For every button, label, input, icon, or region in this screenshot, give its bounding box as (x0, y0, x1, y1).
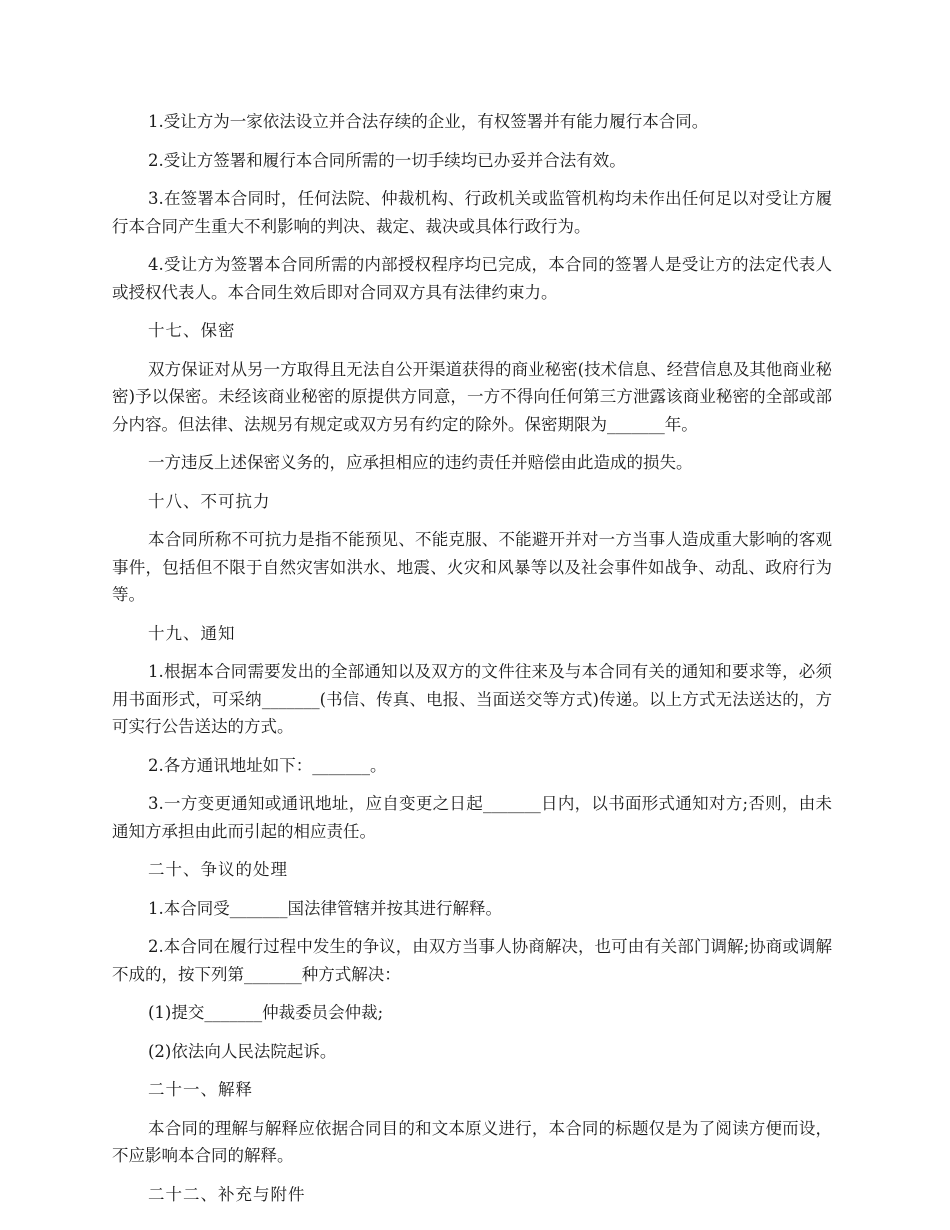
section-heading: 十七、保密 (148, 321, 236, 340)
section-heading: 二十一、解释 (148, 1080, 253, 1099)
clause-paragraph: (2)依法向人民法院起诉。 (148, 1041, 337, 1061)
section-heading: 十九、通知 (148, 623, 236, 643)
clause-paragraph: (1)提交_______仲裁委员会仲裁; (148, 1003, 384, 1022)
section-heading: 二十二、补充与附件 (148, 1184, 306, 1204)
clause-paragraph: 1.根据本合同需要发出的全部通知以及双方的文件往来及与本合同有关的通知和要求等，必须用书面形式，可采纳_______(书信、传真、电报、当面送交等方式)传递。以上方式无法送达的，方可实行公告送达的方式。 (112, 662, 832, 736)
clause-paragraph: 2.各方通讯地址如下：_______。 (148, 755, 387, 775)
clause-paragraph: 本合同所称不可抗力是指不能预见、不能克服、不能避开并对一方当事人造成重大影响的客观事件，包括但不限于自然灾害如洪水、地震、火灾和风暴等以及社会事件如战争、动乱、政府行为等。 (112, 530, 832, 604)
section-heading: 二十、争议的处理 (148, 860, 288, 879)
clause-paragraph: 2.本合同在履行过程中发生的争议，由双方当事人协商解决，也可由有关部门调解;协商或调解不成的，按下列第_______种方式解决： (112, 937, 832, 984)
clause-paragraph: 一方违反上述保密义务的，应承担相应的违约责任并赔偿由此造成的损失。 (148, 453, 693, 472)
clause-paragraph: 3.在签署本合同时，任何法院、仲裁机构、行政机关或监管机构均未作出任何足以对受让方履行本合同产生重大不利影响的判决、裁定、裁决或具体行政行为。 (112, 189, 832, 236)
clause-paragraph: 双方保证对从另一方取得且无法自公开渠道获得的商业秘密(技术信息、经营信息及其他商业秘密)予以保密。未经该商业秘密的原提供方同意，一方不得向任何第三方泄露该商业秘密的全部或部分内容。但法律、法规另有规定或双方另有约定的除外。保密期限为_______年。 (112, 359, 832, 434)
clause-paragraph: 4.受让方为签署本合同所需的内部授权程序均已完成，本合同的签署人是受让方的法定代表人或授权代表人。本合同生效后即对合同双方具有法律约束力。 (112, 255, 832, 302)
section-heading: 十八、不可抗力 (148, 491, 271, 511)
document-page (112, 108, 832, 1219)
clause-paragraph: 2.受让方签署和履行本合同所需的一切手续均已办妥并合法有效。 (148, 150, 626, 170)
clause-paragraph: 1.本合同受_______国法律管辖并按其进行解释。 (148, 898, 502, 918)
clause-paragraph: 3.一方变更通知或通讯地址，应自变更之日起_______日内，以书面形式通知对方;否则，由未通知方承担由此而引起的相应责任。 (112, 794, 832, 841)
clause-paragraph: 本合同的理解与解释应依据合同目的和文本原义进行，本合同的标题仅是为了阅读方便而设，不应影响本合同的解释。 (112, 1118, 832, 1165)
clause-paragraph: 1.受让方为一家依法设立并合法存续的企业，有权签署并有能力履行本合同。 (148, 112, 709, 131)
